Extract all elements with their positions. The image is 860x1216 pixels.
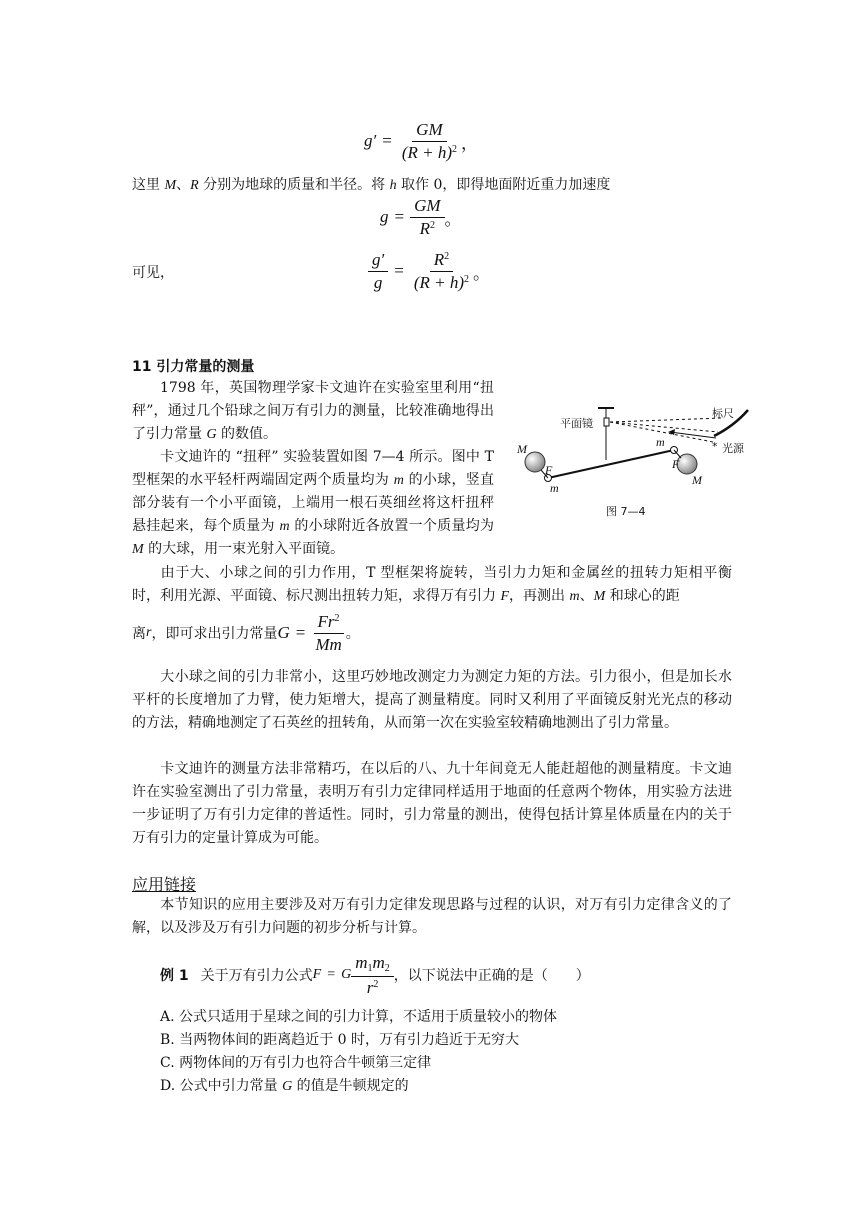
text: ，再测出 — [509, 588, 570, 604]
label-m-left: m — [550, 481, 559, 495]
formula-denominator: g — [373, 272, 383, 292]
var-m1: m — [355, 953, 368, 972]
formula-denominator — [363, 977, 383, 998]
var-G: G — [282, 1079, 293, 1094]
para-here — [132, 174, 732, 197]
label-scale: 标尺 — [712, 407, 734, 420]
formula-numerator: g′ — [368, 250, 388, 272]
den-base: (R + h) — [413, 272, 464, 292]
option-text: 两物体间的万有引力也符合牛顿第三定律 — [179, 1055, 432, 1071]
text: 分别为地球的质量和半径。将 — [198, 177, 390, 193]
formula-numerator: GM — [412, 120, 446, 142]
option-d — [160, 1075, 409, 1098]
formula-lhs: g′ — [364, 131, 377, 151]
var-M: M — [164, 178, 177, 193]
formula-fraction — [351, 953, 394, 997]
formula-tail: 。 — [345, 626, 360, 643]
formula-fraction — [398, 120, 461, 162]
label-M-right: M — [692, 473, 702, 487]
option-text: 公式只适用于星球之间的引力计算，不适用于质量较小的物体 — [179, 1009, 558, 1025]
var-M: M — [132, 542, 144, 557]
text: 取作 0，即得地面附近重力加速度 — [396, 177, 611, 193]
light-ray-reflected — [610, 418, 722, 422]
var-m: m — [279, 519, 290, 534]
para-3-line-2 — [132, 612, 360, 654]
section-title: 引力常量的测量 — [156, 359, 255, 375]
var-m: m — [569, 589, 580, 604]
var-F: F — [500, 589, 510, 604]
formula-g — [380, 196, 462, 238]
formula-ratio — [368, 250, 490, 292]
label-mirror: 平面镜 — [560, 417, 593, 430]
num-base: R — [433, 250, 445, 269]
var-R: R — [190, 178, 199, 193]
text: 本节知识的应用主要涉及对万有引力定律发现思路与过程的认识，对万有引力定律含义的了解，以及涉及万有引力问题的初步分析与计算。 — [132, 897, 732, 936]
var-G: G — [277, 623, 290, 643]
text: 、 — [579, 588, 594, 604]
big-ball-left — [525, 452, 545, 472]
label-F-left: F — [545, 463, 553, 477]
var-m: m — [393, 473, 404, 488]
option-a — [160, 1006, 557, 1028]
text: 关于万有引力公式 — [200, 968, 313, 985]
para-3 — [132, 562, 732, 608]
light-ray-reflected-2 — [610, 422, 718, 432]
num-base: Fr — [317, 612, 335, 631]
var-G: G — [341, 967, 352, 983]
text: 和球心的距 — [605, 588, 680, 604]
den-exponent: 2 — [464, 273, 469, 285]
formula-denominator — [398, 142, 461, 163]
label-star: * — [712, 440, 718, 453]
formula-equals: = — [394, 207, 405, 227]
text: ，以下说法中正确的是（ ） — [393, 968, 590, 985]
formula-numerator — [314, 612, 344, 634]
text: 这里 — [132, 177, 165, 193]
option-key: B. — [160, 1032, 175, 1048]
formula-denominator — [416, 218, 439, 239]
label-M-left: M — [517, 442, 527, 456]
formula-right-fraction — [410, 250, 473, 292]
formula-lhs: g — [380, 207, 389, 227]
var-G: G — [206, 427, 217, 442]
para-2 — [132, 446, 494, 561]
formula-tail: 。 — [444, 209, 462, 229]
text: 的小球，竖直部分装有一个小平面镜，上端用一根石英细丝将这杆扭秤悬挂起来，每个质量为 — [132, 472, 494, 534]
formula-numerator — [430, 250, 453, 272]
formula-equals: = — [394, 261, 404, 281]
label-m-right: m — [656, 435, 665, 449]
section-number: 11 — [132, 359, 152, 375]
app-text — [132, 894, 732, 940]
var-m2: m — [372, 953, 385, 972]
option-c — [160, 1052, 431, 1074]
text: 大小球之间的引力非常小，这里巧妙地改测定力为测定力矩的方法。引力很小，但是加长水平杆的长度增加了力臂，使力矩增大，提高了测量精度。同时又利用了平面镜反射光光点的移动的方法，精确地测定了石英丝的扭转角，从而第一次在实验室较精确地测出了引力常量。 — [132, 669, 732, 731]
num-exponent: 2 — [334, 613, 340, 624]
figure-caption: 图 7—4 — [606, 505, 646, 518]
para-5 — [132, 758, 732, 850]
option-key: D. — [160, 1078, 176, 1094]
mirror-rect — [604, 418, 609, 426]
formula-fraction — [311, 612, 345, 654]
formula-fraction — [410, 196, 444, 238]
example-label: 例 1 — [160, 968, 189, 985]
formula-numerator: GM — [410, 196, 444, 218]
den-exponent: 2 — [452, 143, 457, 155]
var-M: M — [593, 589, 606, 604]
option-key: C. — [160, 1055, 175, 1071]
sub-2: 2 — [384, 963, 390, 974]
den-base: R — [419, 218, 431, 238]
text: 的大球，用一束光射入平面镜。 — [143, 541, 345, 557]
para-4 — [132, 666, 732, 735]
text: 离 — [132, 626, 146, 643]
text: 由于大、小球之间的引力作用，T 型框架将旋转，当引力力矩和金属丝的扭转力矩相平衡时，利用光源、平面镜、标尺测出扭转力矩，求得万有引力 — [132, 565, 732, 604]
horizontal-rod — [548, 450, 674, 478]
section-heading — [132, 356, 254, 376]
formula-left-fraction — [368, 250, 388, 292]
den-exponent: 2 — [373, 978, 379, 990]
formula-equals: = — [327, 967, 336, 983]
text: 、 — [176, 177, 191, 193]
example-1 — [160, 953, 590, 997]
option-text: 的值是牛顿规定的 — [292, 1078, 409, 1094]
option-b — [160, 1029, 519, 1051]
text: 的小球附近各放置一个质量均为 — [289, 518, 495, 534]
formula-denominator: Mm — [315, 634, 342, 654]
num-exponent: 2 — [444, 251, 450, 262]
text: 1798 年，英国物理学家卡文迪许在实验室里利用“扭秤”，通过几个铅球之间万有引力的测量，比较准确地得出了引力常量 — [132, 380, 494, 442]
formula-numerator — [351, 953, 394, 977]
option-key: A. — [160, 1009, 175, 1025]
text: 的数值。 — [216, 426, 278, 442]
var-h: h — [389, 178, 397, 193]
formula-equals: = — [382, 131, 392, 151]
label-light-source: 光源 — [722, 442, 744, 455]
option-text: 当两物体间的距离趋近于 0 时，万有引力趋近于无穷大 — [179, 1032, 520, 1048]
visible-label: 可见， — [132, 265, 174, 281]
app-heading: 应用链接 — [132, 875, 197, 894]
den-base: (R + h) — [401, 142, 452, 162]
formula-tail: ， — [461, 133, 478, 153]
formula-g-prime — [364, 120, 478, 162]
den-exponent: 2 — [430, 219, 436, 231]
var-r: r — [146, 625, 152, 641]
option-text: 公式中引力常量 — [179, 1078, 283, 1094]
formula-equals: = — [295, 623, 306, 643]
text: 卡文迪许的测量方法非常精巧，在以后的八、九十年间竟无人能赶超他的测量精度。卡文迪许在实验室测出了引力常量，表明万有引力定律同样适用于地面的任意两个物体，用实验方法进一步证明了万有引力定律的普适性。同时，引力常量的测出，使得包括计算星体质量在内的关于万有引力的定量计算成为可能。 — [132, 761, 732, 846]
text: 卡文迪许的 “扭秤” 实验装置如图 7—4 所示。图中 T 型框架的水平轻杆两端固定两个质量均为 — [132, 449, 494, 488]
formula-denominator — [410, 272, 473, 293]
label-F-right: F — [672, 457, 680, 471]
para-1 — [132, 377, 494, 446]
text: ，即可求出引力常量 — [151, 626, 278, 643]
den-base: r — [366, 977, 374, 997]
sub-1: 1 — [367, 963, 373, 974]
var-F: F — [312, 967, 322, 983]
torsion-balance-figure — [508, 402, 758, 522]
formula-tail: 。 — [473, 263, 490, 283]
